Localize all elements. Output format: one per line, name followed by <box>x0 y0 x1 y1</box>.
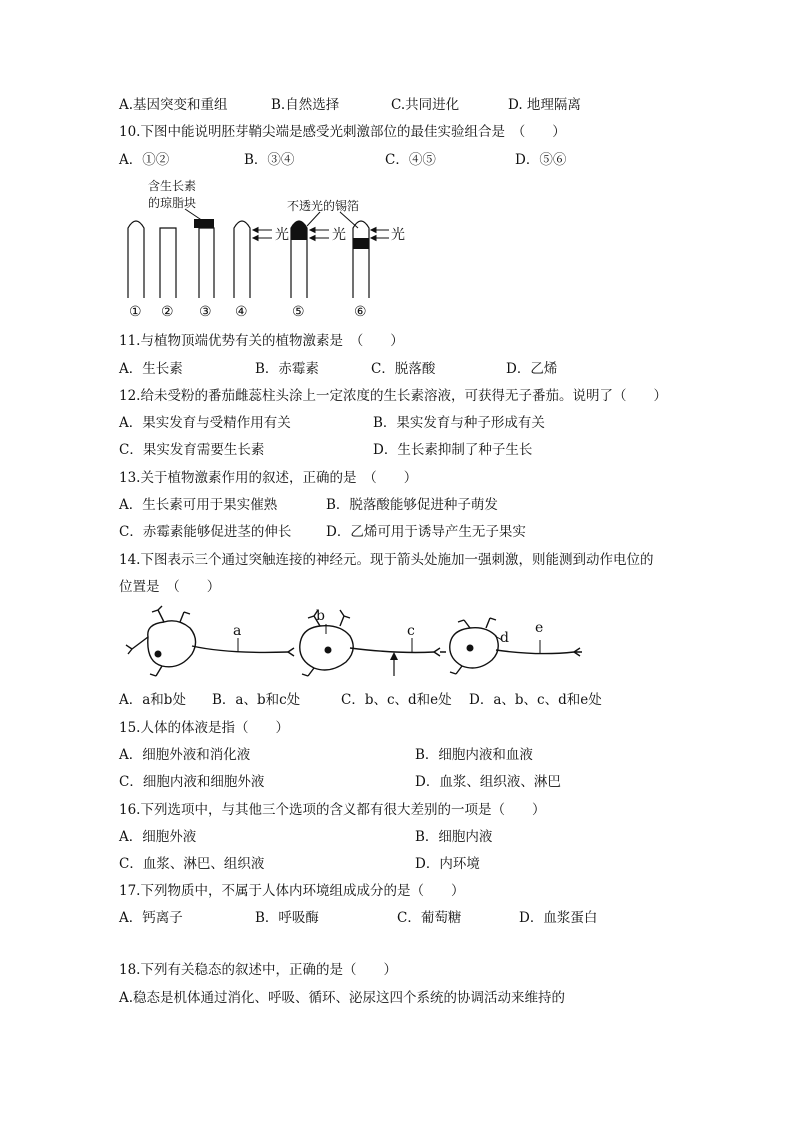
label-c: c <box>407 623 415 639</box>
label-d: d <box>500 630 509 646</box>
stimulus-arrow-head <box>390 652 398 660</box>
q14-stem-line1: 14.下图表示三个通过突触连接的神经元。现于箭头处施加一强刺激，则能测到动作电位的 <box>119 552 654 568</box>
tube-number-1: ① <box>129 304 142 320</box>
neuron-3-body <box>450 628 499 668</box>
q10-option-b: B．③④ <box>244 152 295 168</box>
tube-number-4: ④ <box>235 304 248 320</box>
agar-block <box>194 219 214 228</box>
q10-option-a: A．①② <box>119 152 170 168</box>
q10-stem: 10.下图中能说明胚芽鞘尖端是感受光刺激部位的最佳实验组合是 （ ） <box>119 124 566 140</box>
neuron-2-dendrite-bottom <box>302 668 314 676</box>
light-label-4: 光 <box>275 227 289 243</box>
q16-option-c: C．血浆、淋巴、组织液 <box>119 856 265 872</box>
q12-stem: 12.给未受粉的番茄雌蕊柱头涂上一定浓度的生长素溶液，可获得无子番茄。说明了（ ） <box>119 388 667 404</box>
neuron-3-axon <box>496 650 574 654</box>
probe-markers <box>238 624 540 654</box>
q14-option-c: C．b、c、d和e处 <box>341 692 452 708</box>
q16-option-d: D．内环境 <box>415 856 480 872</box>
synapse-1-ends <box>288 648 294 656</box>
q18-option-a: A.稳态是机体通过消化、呼吸、循环、泌尿这四个系统的协调活动来维持的 <box>119 990 566 1006</box>
q11-stem: 11.与植物顶端优势有关的植物激素是 （ ） <box>119 333 404 349</box>
q16-stem: 16.下列选项中，与其他三个选项的含义都有很大差别的一项是（ ） <box>119 802 546 818</box>
light-arrows-4 <box>253 228 272 241</box>
neuron-1-dendrite-bottom <box>150 666 162 676</box>
neuron-1-nucleus <box>155 651 162 658</box>
q17-option-c: C．葡萄糖 <box>397 910 462 926</box>
neuron-1-body <box>148 621 196 667</box>
tube-number-5: ⑤ <box>292 304 305 320</box>
neuron-2-axon <box>350 648 434 653</box>
coleoptile-2 <box>160 228 176 298</box>
q9-option-c: C.共同进化 <box>391 97 460 113</box>
foil-label: 不透光的锡箔 <box>287 199 360 213</box>
q12-option-a: A．果实发育与受精作用有关 <box>119 415 291 431</box>
q9-option-d: D. 地理隔离 <box>508 97 581 113</box>
neuron-2-nucleus <box>325 647 332 654</box>
neuron-1-dendrite-left <box>126 637 148 654</box>
q12-option-d: D．生长素抑制了种子生长 <box>373 442 533 458</box>
q11-option-c: C．脱落酸 <box>371 361 436 377</box>
tube-number-2: ② <box>161 304 174 320</box>
coleoptile-4 <box>234 221 250 298</box>
q11-option-a: A．生长素 <box>119 361 183 377</box>
q17-option-d: D．血浆蛋白 <box>519 910 598 926</box>
q13-option-d: D．乙烯可用于诱导产生无子果实 <box>326 524 526 540</box>
q11-option-b: B．赤霉素 <box>255 361 319 377</box>
neuron-1-dendrite-top-right <box>180 612 190 622</box>
q17-option-b: B．呼吸酶 <box>255 910 319 926</box>
light-label-5: 光 <box>332 227 346 243</box>
q17-option-a: A．钙离子 <box>119 910 183 926</box>
neuron-diagram <box>118 604 588 680</box>
neuron-3-terminal <box>574 648 582 656</box>
foil-pointer-line-2 <box>340 212 358 228</box>
light-label-6: 光 <box>391 227 405 243</box>
light-arrows-6 <box>371 228 389 241</box>
q15-option-a: A．细胞外液和消化液 <box>119 747 251 763</box>
q16-option-b: B．细胞内液 <box>415 829 493 845</box>
synapse-2-ends <box>434 648 446 656</box>
q16-option-a: A．细胞外液 <box>119 829 197 845</box>
neuron-3-nucleus <box>467 645 474 652</box>
neuron-3-dendrite-top <box>458 620 470 628</box>
coleoptile-3 <box>199 228 214 298</box>
neuron-2-dendrite-top-right <box>340 610 350 626</box>
tube-number-6: ⑥ <box>354 304 367 320</box>
tube-number-3: ③ <box>199 304 212 320</box>
foil-band <box>353 238 369 249</box>
agar-label-line2: 的琼脂块 <box>148 196 197 210</box>
label-b: b <box>316 608 325 624</box>
q15-option-b: B．细胞内液和血液 <box>415 747 533 763</box>
q15-option-c: C．细胞内液和细胞外液 <box>119 774 265 790</box>
coleoptile-6 <box>353 221 369 298</box>
q9-option-b: B.自然选择 <box>271 97 340 113</box>
q14-option-a: A．a和b处 <box>119 692 186 708</box>
q14-option-d: D．a、b、c、d和e处 <box>469 692 602 708</box>
neuron-1-axon <box>192 646 288 652</box>
neuron-1-dendrite-top <box>152 606 164 622</box>
neuron-3-dendrite-bottom <box>450 666 462 674</box>
coleoptile-diagram <box>115 176 415 322</box>
q13-option-b: B．脱落酸能够促进种子萌发 <box>326 497 498 513</box>
q14-option-b: B．a、b和c处 <box>212 692 301 708</box>
light-arrows-5 <box>310 228 329 241</box>
q9-option-a: A.基因突变和重组 <box>119 97 228 113</box>
foil-pointer-line-1 <box>307 212 320 226</box>
q12-option-c: C．果实发育需要生长素 <box>119 442 265 458</box>
q17-stem: 17.下列物质中，不属于人体内环境组成成分的是（ ） <box>119 883 465 899</box>
q10-option-c: C．④⑤ <box>385 152 436 168</box>
label-e: e <box>535 620 544 636</box>
q13-option-c: C．赤霉素能够促进茎的伸长 <box>119 524 292 540</box>
label-a: a <box>233 623 242 639</box>
q15-stem: 15.人体的体液是指（ ） <box>119 720 289 736</box>
q18-stem: 18.下列有关稳态的叙述中，正确的是（ ） <box>119 962 397 978</box>
neuron-3-dendrite-top-right <box>486 618 496 628</box>
coleoptile-1 <box>128 221 144 298</box>
q12-option-b: B．果实发育与种子形成有关 <box>373 415 545 431</box>
agar-label-line1: 含生长素 <box>148 179 197 193</box>
q13-option-a: A．生长素可用于果实催熟 <box>119 497 278 513</box>
q15-option-d: D．血浆、组织液、淋巴 <box>415 774 561 790</box>
q13-stem: 13.关于植物激素作用的叙述，正确的是 （ ） <box>119 470 418 486</box>
q14-stem-line2: 位置是 （ ） <box>119 579 221 595</box>
q11-option-d: D．乙烯 <box>506 361 558 377</box>
q10-option-d: D．⑤⑥ <box>515 152 567 168</box>
